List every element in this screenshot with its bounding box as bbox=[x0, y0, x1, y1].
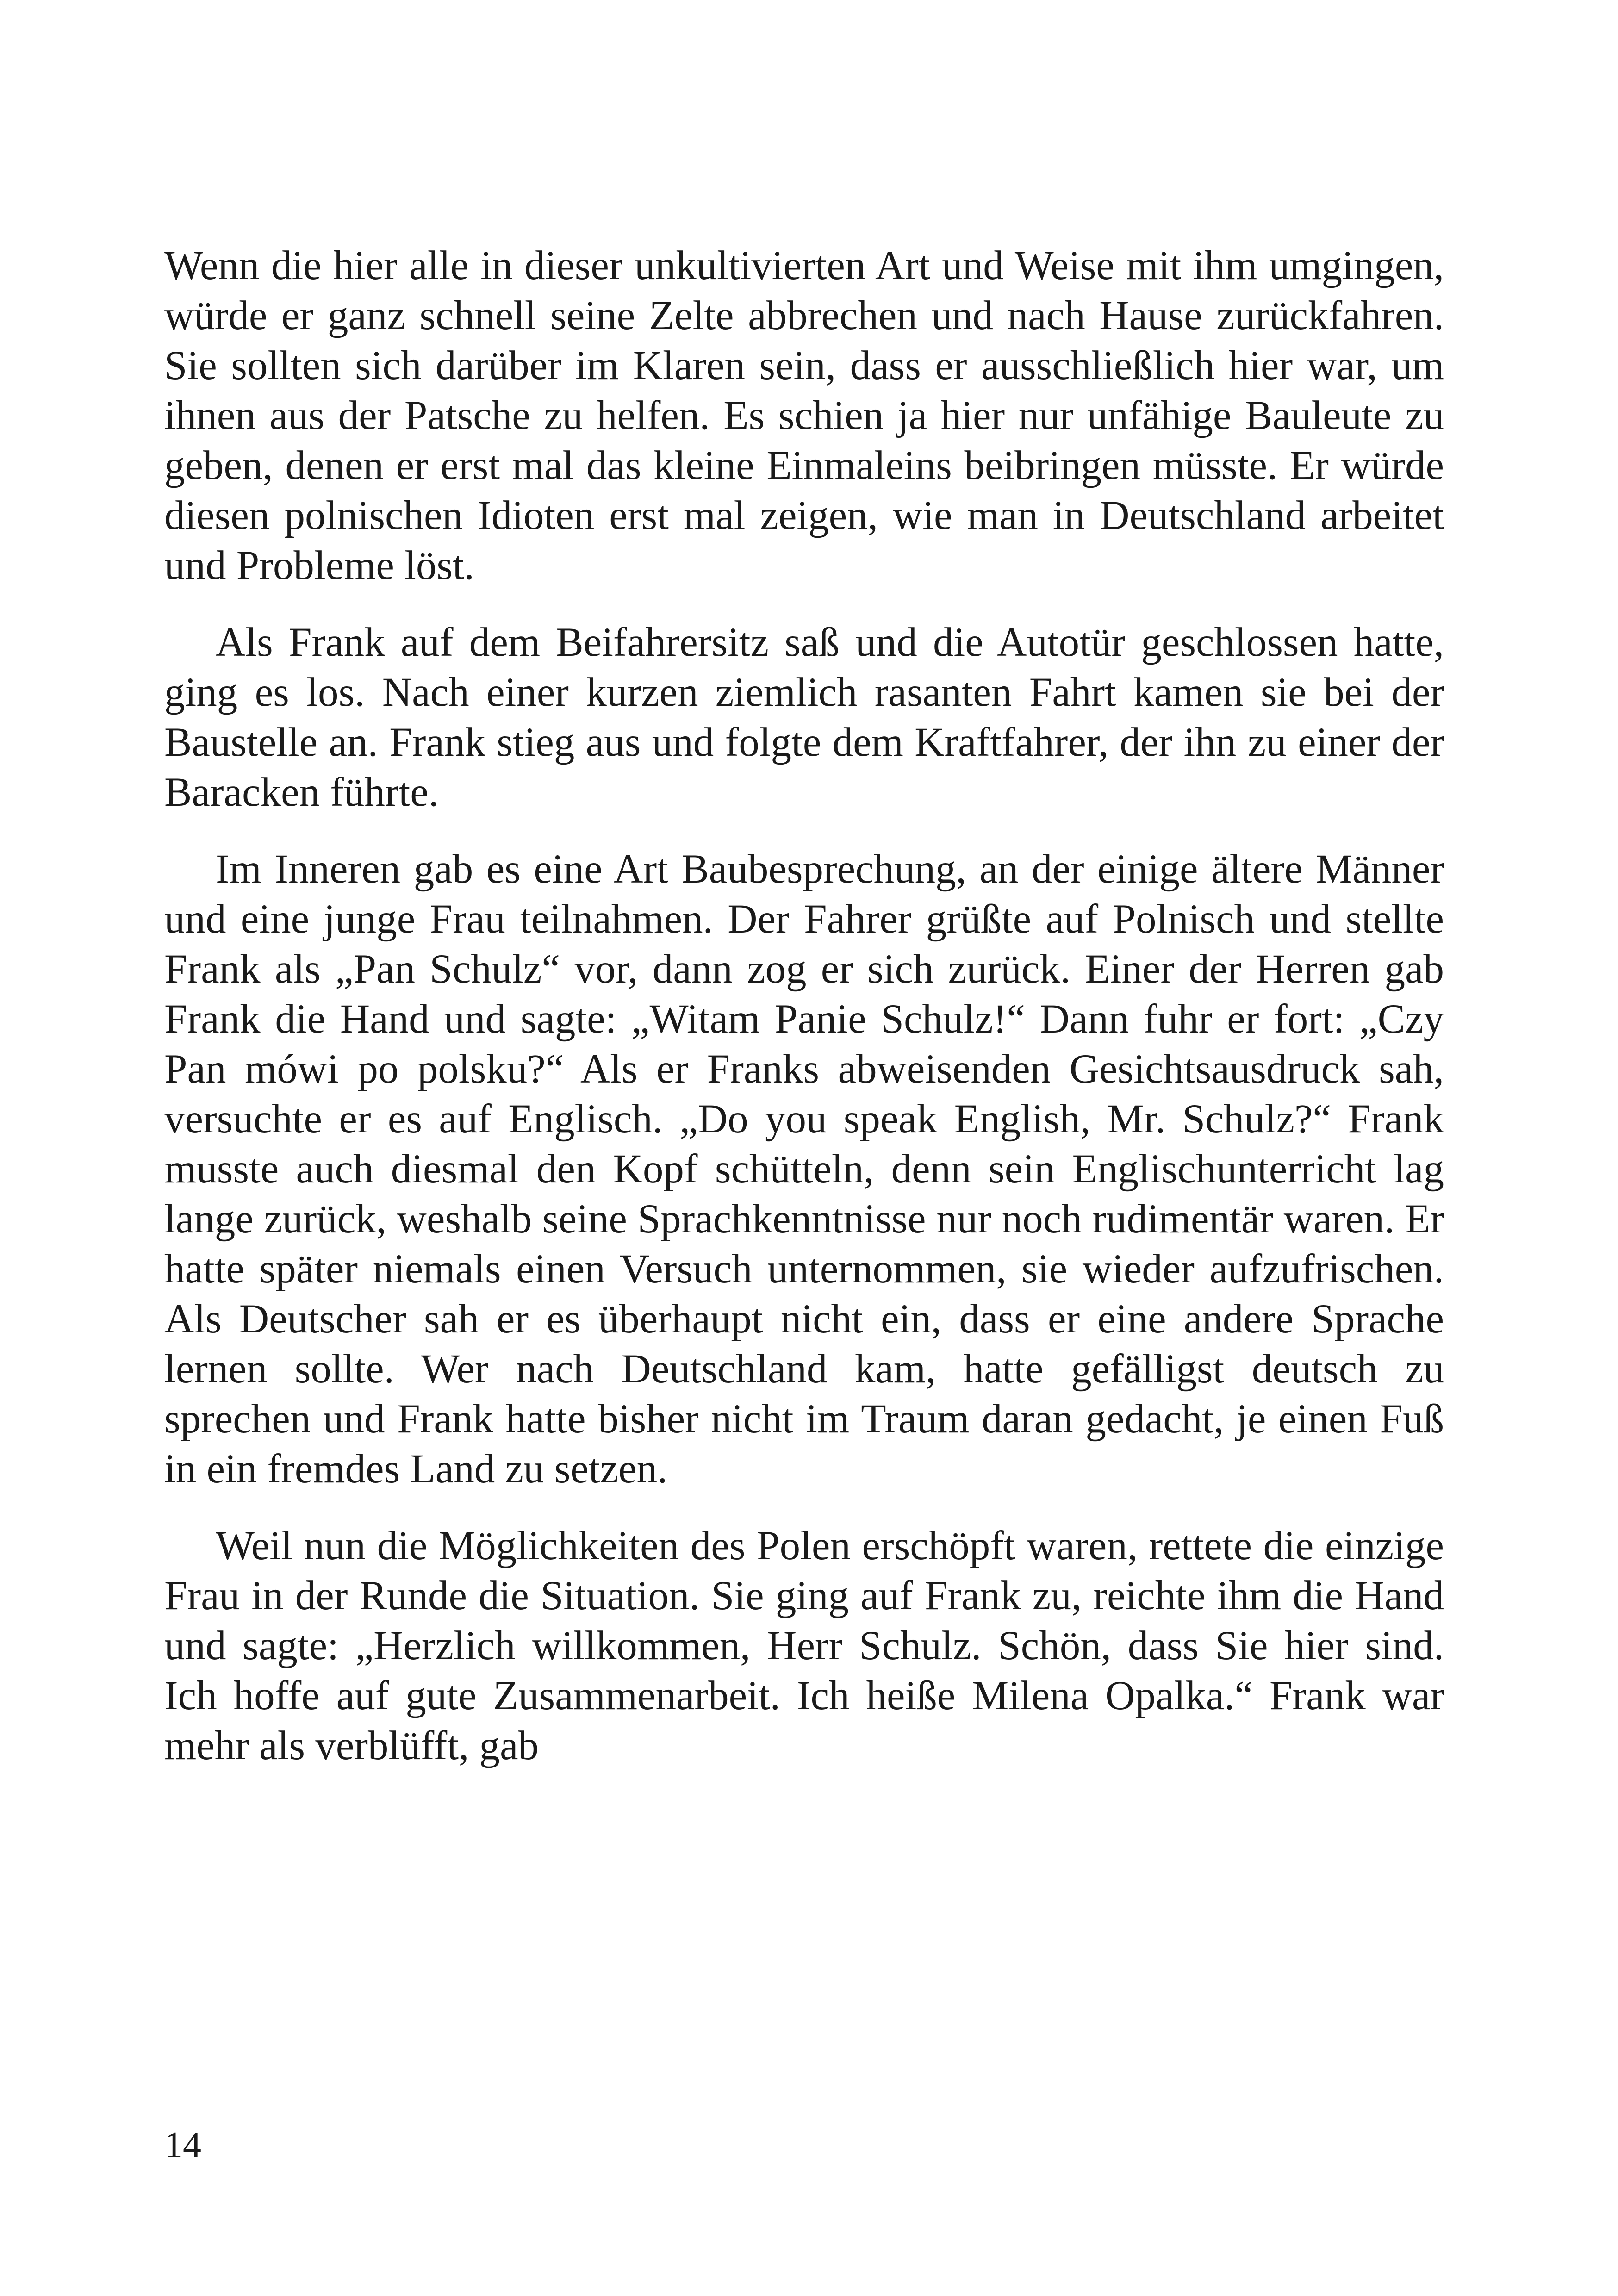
page-number: 14 bbox=[164, 2125, 201, 2165]
body-text bbox=[164, 241, 1444, 1771]
paragraph-1: Wenn die hier alle in dieser unkultivierten Art und Weise mit ihm umgingen, würde er ganz schnell seine Zelte abbrechen und nach Hause zurückfahren. Sie sollten sich darüber im Klaren sein, dass er ausschließlich hier war, um ihnen aus der Patsche zu helfen. Es schien ja hier nur unfähige Bauleute zu geben, denen er erst mal das kleine Einmaleins beibringen müsste. Er würde diesen polnischen Idioten erst mal zeigen, wie man in Deutschland arbeitet und Probleme löst. bbox=[164, 243, 1444, 588]
paragraph-2: Als Frank auf dem Beifahrersitz saß und die Autotür geschlossen hatte, ging es los. Nach einer kurzen ziemlich rasanten Fahrt kamen sie bei der Baustelle an. Frank stieg aus und folgte dem Kraftfahrer, der ihn zu einer der Baracken führte. bbox=[164, 620, 1444, 815]
paragraph-3: Im Inneren gab es eine Art Baubesprechung, an der einige ältere Männer und eine junge Frau teilnahmen. Der Fahrer grüßte auf Polnisch und stellte Frank als „Pan Schulz“ vor, dann zog er sich zurück. Einer der Herren gab Frank die Hand und sagte: „Witam Panie Schulz!“ Dann fuhr er fort: „Czy Pan mówi po polsku?“ Als er Franks abweisenden Gesichtsausdruck sah, versuchte er es auf Englisch. „Do you speak English, Mr. Schulz?“ Frank musste auch diesmal den Kopf schütteln, denn sein Englischunterricht lag lange zurück, weshalb seine Sprachkenntnisse nur noch rudimentär waren. Er hatte später niemals einen Versuch unternommen, sie wieder aufzufrischen. Als Deutscher sah er es überhaupt nicht ein, dass er eine andere Sprache lernen sollte. Wer nach Deutschland kam, hatte gefälligst deutsch zu sprechen und Frank hatte bisher nicht im Traum daran gedacht, je einen Fuß in ein fremdes Land zu setzen. bbox=[164, 846, 1444, 1492]
paragraph-4: Weil nun die Möglichkeiten des Polen erschöpft waren, rettete die einzige Frau in der Runde die Situation. Sie ging auf Frank zu, reichte ihm die Hand und sagte: „Herzlich willkommen, Herr Schulz. Schön, dass Sie hier sind. Ich hoffe auf gute Zusammenarbeit. Ich heiße Milena Opalka.“ Frank war mehr als verblüfft, gab bbox=[164, 1523, 1444, 1768]
